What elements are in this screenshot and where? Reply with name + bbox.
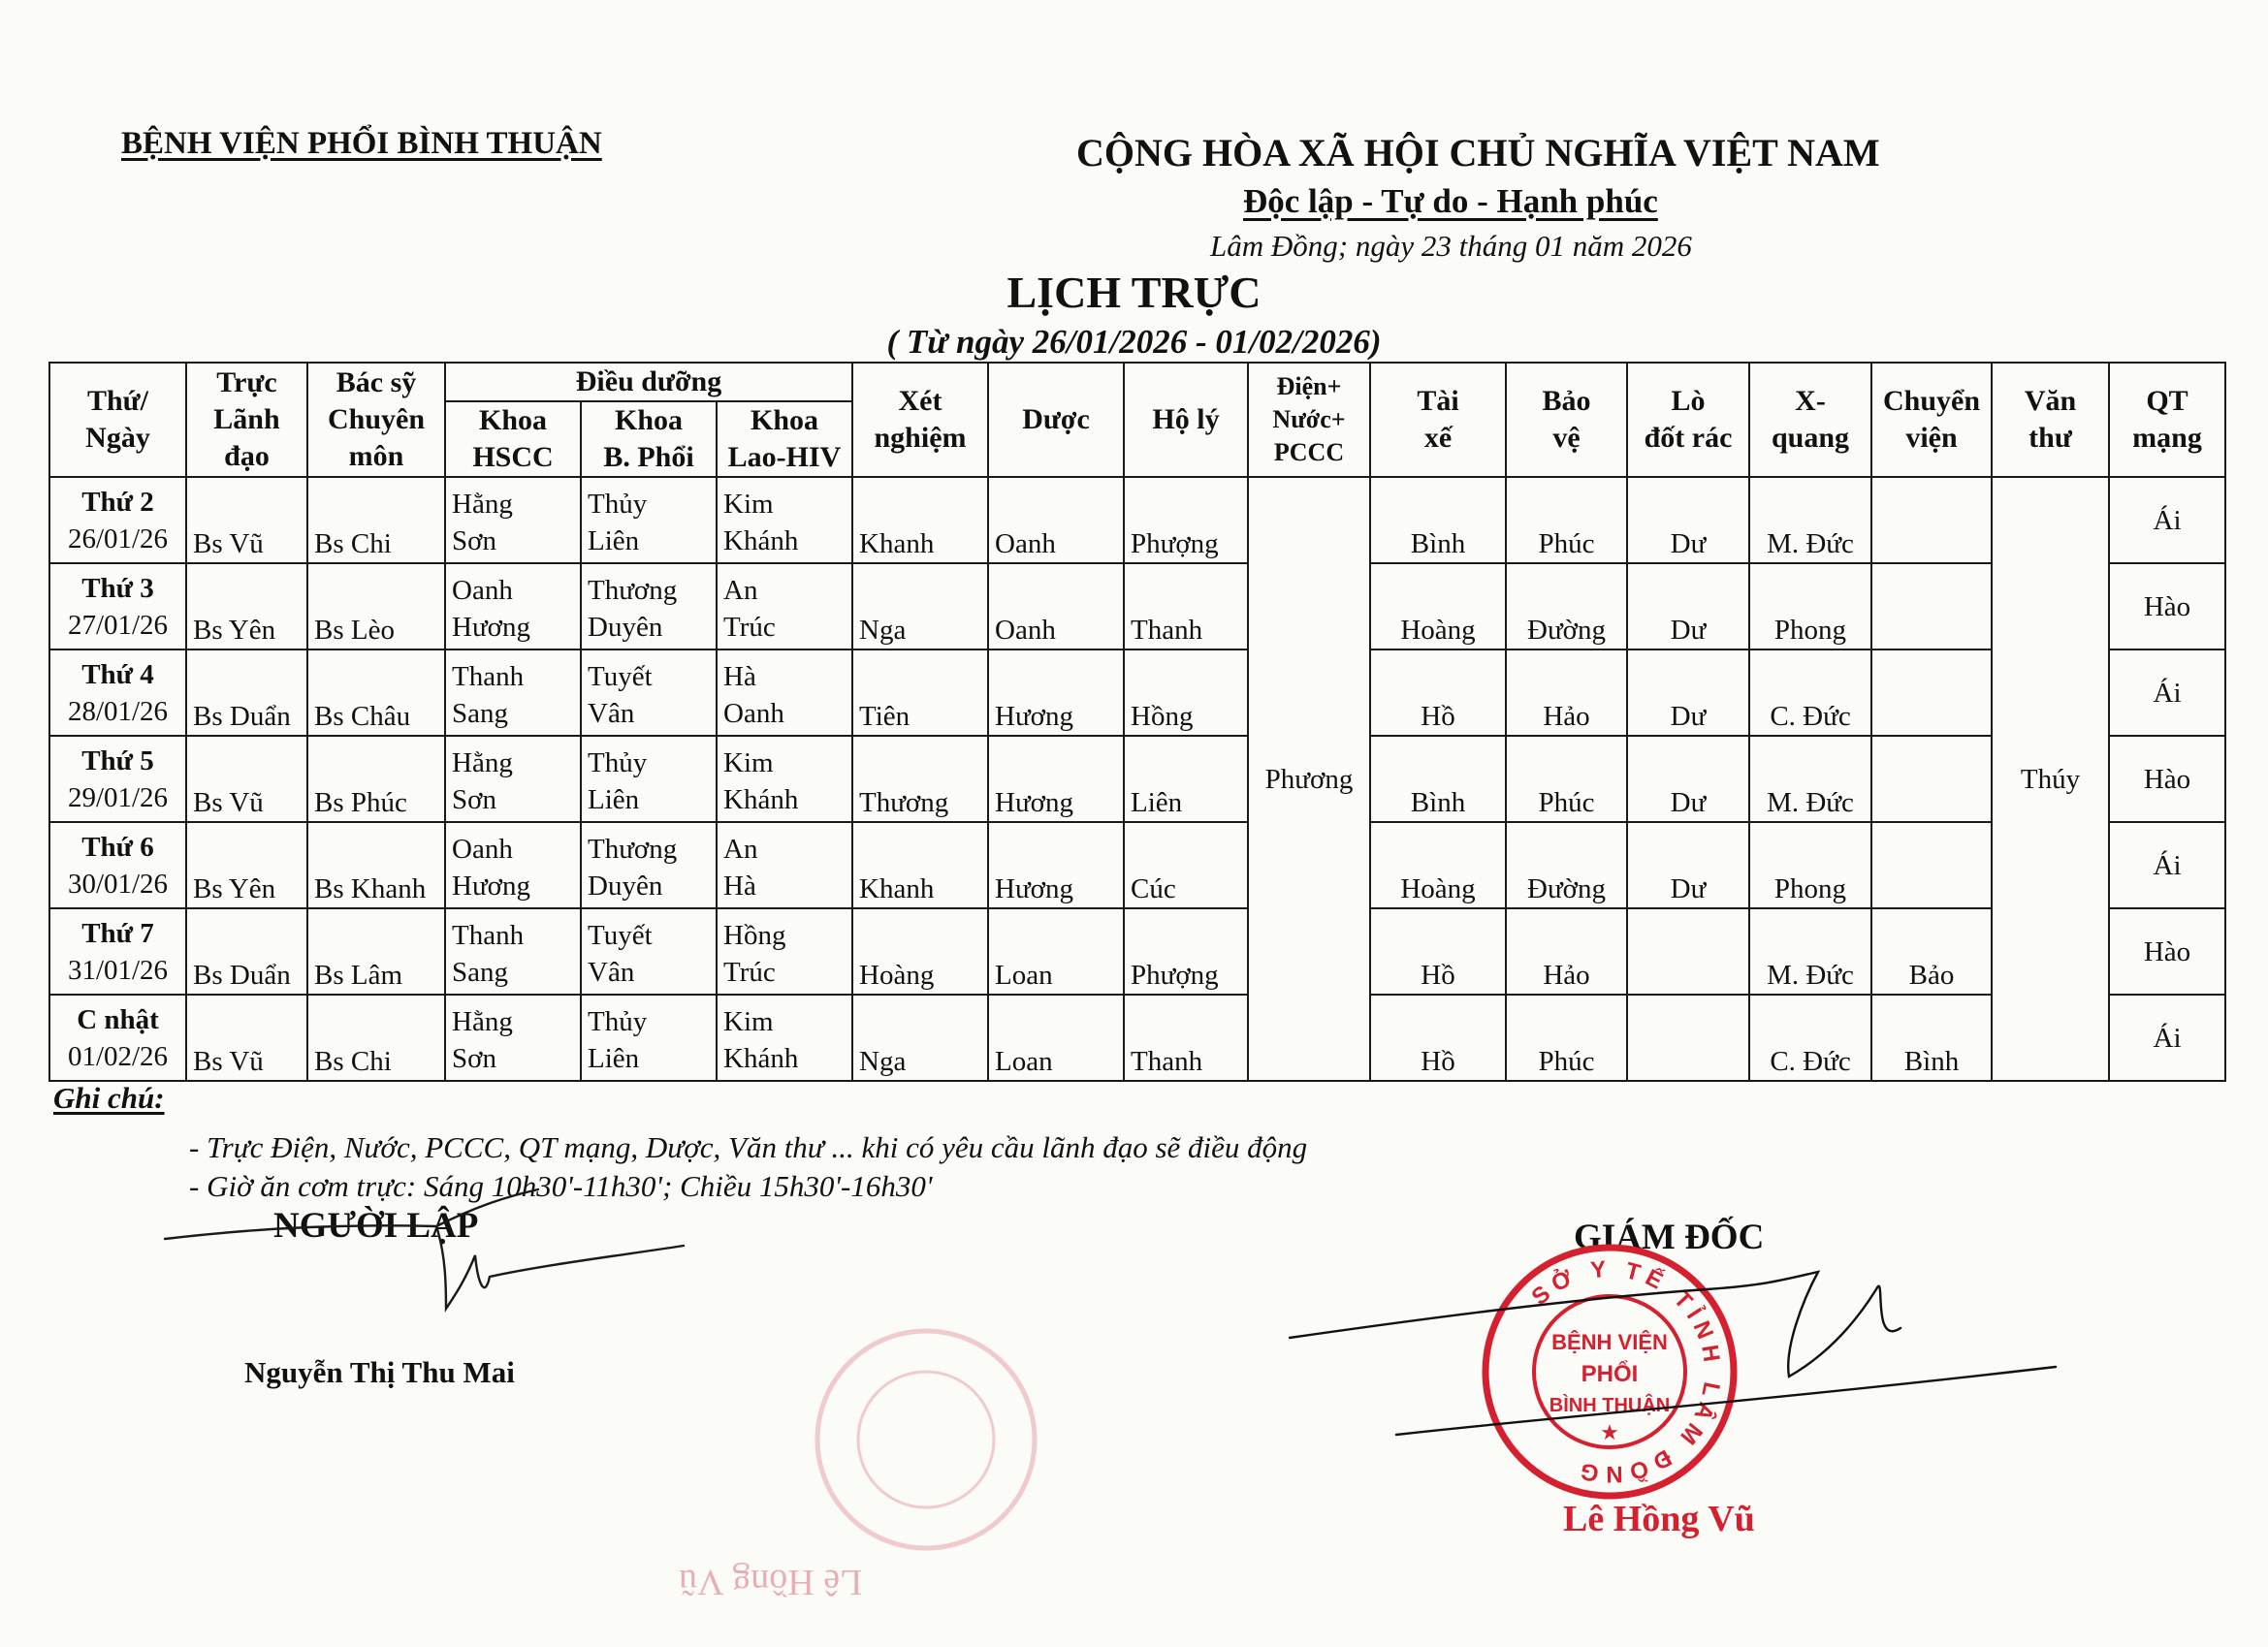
doctor-cell: Bs Phúc bbox=[307, 736, 445, 822]
document-title: LỊCH TRỰC bbox=[1006, 268, 1262, 317]
pharmacy-cell: Loan bbox=[988, 995, 1124, 1081]
header-electric: Điện+ Nước+ PCCC bbox=[1248, 363, 1370, 477]
laohiv-cell: Kim Khánh bbox=[717, 995, 852, 1081]
security-cell: Phúc bbox=[1506, 736, 1627, 822]
network-cell: Ái bbox=[2109, 995, 2225, 1081]
xray-cell: C. Đức bbox=[1749, 649, 1871, 736]
care-cell: Hồng bbox=[1124, 649, 1248, 736]
leader-cell: Bs Vũ bbox=[186, 995, 307, 1081]
incinerator-cell bbox=[1627, 908, 1749, 995]
day-cell: Thứ 3 27/01/26 bbox=[49, 563, 186, 649]
xray-cell: M. Đức bbox=[1749, 477, 1871, 563]
electric-cell: Phương bbox=[1248, 477, 1370, 1081]
care-cell: Phượng bbox=[1124, 908, 1248, 995]
faint-director-name: Lê Hồng Vũ bbox=[679, 1562, 863, 1602]
care-cell: Thanh bbox=[1124, 995, 1248, 1081]
hscc-cell: Oanh Hương bbox=[445, 822, 581, 908]
transfer-cell bbox=[1871, 649, 1992, 736]
doctor-cell: Bs Khanh bbox=[307, 822, 445, 908]
header-day: Thứ/ Ngày bbox=[49, 363, 186, 477]
laohiv-cell: Hồng Trúc bbox=[717, 908, 852, 995]
header-incinerator: Lò đốt rác bbox=[1627, 363, 1749, 477]
xray-cell: Phong bbox=[1749, 822, 1871, 908]
transfer-cell: Bình bbox=[1871, 995, 1992, 1081]
lab-cell: Hoàng bbox=[852, 908, 988, 995]
transfer-cell bbox=[1871, 822, 1992, 908]
day-cell: Thứ 6 30/01/26 bbox=[49, 822, 186, 908]
header-xray: X- quang bbox=[1749, 363, 1871, 477]
lab-cell: Khanh bbox=[852, 822, 988, 908]
lab-cell: Nga bbox=[852, 995, 988, 1081]
bphoi-cell: Thủy Liên bbox=[581, 477, 717, 563]
note-item: - Giờ ăn cơm trực: Sáng 10h30'-11h30'; Chiều 15h30'-16h30' bbox=[189, 1169, 933, 1203]
preparer-signature bbox=[155, 1188, 698, 1333]
xray-cell: M. Đức bbox=[1749, 908, 1871, 995]
hscc-cell: Hằng Sơn bbox=[445, 736, 581, 822]
leader-cell: Bs Duẩn bbox=[186, 908, 307, 995]
care-cell: Phượng bbox=[1124, 477, 1248, 563]
header-laohiv: Khoa Lao-HIV bbox=[717, 401, 852, 477]
director-name: Lê Hồng Vũ bbox=[1563, 1499, 1755, 1539]
xray-cell: M. Đức bbox=[1749, 736, 1871, 822]
doctor-cell: Bs Châu bbox=[307, 649, 445, 736]
bphoi-cell: Thương Duyên bbox=[581, 563, 717, 649]
lab-cell: Thương bbox=[852, 736, 988, 822]
notes-heading: Ghi chú: bbox=[53, 1081, 165, 1115]
doctor-cell: Bs Lèo bbox=[307, 563, 445, 649]
day-cell: Thứ 4 28/01/26 bbox=[49, 649, 186, 736]
security-cell: Phúc bbox=[1506, 995, 1627, 1081]
hscc-cell: Thanh Sang bbox=[445, 649, 581, 736]
incinerator-cell: Dư bbox=[1627, 649, 1749, 736]
lab-cell: Tiên bbox=[852, 649, 988, 736]
leader-cell: Bs Duẩn bbox=[186, 649, 307, 736]
transfer-cell bbox=[1871, 736, 1992, 822]
header-bphoi: Khoa B. Phổi bbox=[581, 401, 717, 477]
incinerator-cell: Dư bbox=[1627, 477, 1749, 563]
header-pharmacy: Dược bbox=[988, 363, 1124, 477]
table-row bbox=[49, 563, 2225, 649]
svg-text:BÌNH THUẬN: BÌNH THUẬN bbox=[1549, 1395, 1671, 1416]
header-transfer: Chuyển viện bbox=[1871, 363, 1992, 477]
doctor-cell: Bs Chi bbox=[307, 477, 445, 563]
incinerator-cell: Dư bbox=[1627, 822, 1749, 908]
bphoi-cell: Tuyết Vân bbox=[581, 908, 717, 995]
table-row bbox=[49, 822, 2225, 908]
preparer-title: NGƯỜI LẬP bbox=[273, 1206, 479, 1246]
hscc-cell: Hằng Sơn bbox=[445, 477, 581, 563]
driver-cell: Hoàng bbox=[1370, 563, 1506, 649]
svg-text:★: ★ bbox=[1600, 1421, 1619, 1445]
header-nursing: Điều dưỡng bbox=[445, 363, 852, 401]
pharmacy-cell: Loan bbox=[988, 908, 1124, 995]
day-cell: Thứ 2 26/01/26 bbox=[49, 477, 186, 563]
care-cell: Liên bbox=[1124, 736, 1248, 822]
day-cell: Thứ 5 29/01/26 bbox=[49, 736, 186, 822]
driver-cell: Hồ bbox=[1370, 908, 1506, 995]
driver-cell: Hồ bbox=[1370, 649, 1506, 736]
transfer-cell: Bảo bbox=[1871, 908, 1992, 995]
laohiv-cell: Kim Khánh bbox=[717, 477, 852, 563]
lab-cell: Nga bbox=[852, 563, 988, 649]
hscc-cell: Oanh Hương bbox=[445, 563, 581, 649]
laohiv-cell: An Trúc bbox=[717, 563, 852, 649]
header-care: Hộ lý bbox=[1124, 363, 1248, 477]
security-cell: Hảo bbox=[1506, 908, 1627, 995]
header-doctor: Bác sỹ Chuyên môn bbox=[307, 363, 445, 477]
driver-cell: Hồ bbox=[1370, 995, 1506, 1081]
day-cell: Thứ 7 31/01/26 bbox=[49, 908, 186, 995]
transfer-cell bbox=[1871, 563, 1992, 649]
leader-cell: Bs Yên bbox=[186, 563, 307, 649]
security-cell: Đường bbox=[1506, 563, 1627, 649]
svg-text:SỞ Y TẾ TỈNH LÂM ĐỒNG: SỞ Y TẾ TỈNH LÂM ĐỒNG bbox=[1526, 1255, 1726, 1488]
care-cell: Thanh bbox=[1124, 563, 1248, 649]
bphoi-cell: Thủy Liên bbox=[581, 736, 717, 822]
security-cell: Hảo bbox=[1506, 649, 1627, 736]
laohiv-cell: Kim Khánh bbox=[717, 736, 852, 822]
pharmacy-cell: Hương bbox=[988, 822, 1124, 908]
table-row bbox=[49, 649, 2225, 736]
document-date: Lâm Đồng; ngày 23 tháng 01 năm 2026 bbox=[1210, 229, 1692, 263]
svg-text:BỆNH VIỆN: BỆNH VIỆN bbox=[1551, 1330, 1668, 1354]
network-cell: Hào bbox=[2109, 736, 2225, 822]
preparer-name: Nguyễn Thị Thu Mai bbox=[244, 1355, 515, 1389]
header-clerk: Văn thư bbox=[1992, 363, 2109, 477]
director-title: GIÁM ĐỐC bbox=[1574, 1218, 1765, 1257]
network-cell: Ái bbox=[2109, 649, 2225, 736]
header-leader: Trực Lãnh đạo bbox=[186, 363, 307, 477]
table-row bbox=[49, 736, 2225, 822]
incinerator-cell: Dư bbox=[1627, 736, 1749, 822]
leader-cell: Bs Vũ bbox=[186, 477, 307, 563]
bphoi-cell: Thủy Liên bbox=[581, 995, 717, 1081]
duty-schedule-table bbox=[48, 362, 2226, 1082]
bphoi-cell: Thương Duyên bbox=[581, 822, 717, 908]
leader-cell: Bs Yên bbox=[186, 822, 307, 908]
driver-cell: Bình bbox=[1370, 477, 1506, 563]
hscc-cell: Thanh Sang bbox=[445, 908, 581, 995]
header-security: Bảo vệ bbox=[1506, 363, 1627, 477]
pharmacy-cell: Oanh bbox=[988, 477, 1124, 563]
hospital-name: BỆNH VIỆN PHỔI BÌNH THUẬN bbox=[121, 126, 602, 161]
note-item: - Trực Điện, Nước, PCCC, QT mạng, Dược, Văn thư ... khi có yêu cầu lãnh đạo sẽ điều động bbox=[189, 1130, 1308, 1164]
security-cell: Đường bbox=[1506, 822, 1627, 908]
incinerator-cell bbox=[1627, 995, 1749, 1081]
driver-cell: Hoàng bbox=[1370, 822, 1506, 908]
table-row bbox=[49, 477, 2225, 563]
driver-cell: Bình bbox=[1370, 736, 1506, 822]
network-cell: Hào bbox=[2109, 563, 2225, 649]
leader-cell: Bs Vũ bbox=[186, 736, 307, 822]
doctor-cell: Bs Chi bbox=[307, 995, 445, 1081]
header-lab: Xét nghiệm bbox=[852, 363, 988, 477]
incinerator-cell: Dư bbox=[1627, 563, 1749, 649]
doctor-cell: Bs Lâm bbox=[307, 908, 445, 995]
xray-cell: C. Đức bbox=[1749, 995, 1871, 1081]
laohiv-cell: An Hà bbox=[717, 822, 852, 908]
schedule-period: ( Từ ngày 26/01/2026 - 01/02/2026) bbox=[886, 323, 1382, 361]
national-motto: Độc lập - Tự do - Hạnh phúc bbox=[1243, 182, 1658, 220]
network-cell: Ái bbox=[2109, 477, 2225, 563]
bphoi-cell: Tuyết Vân bbox=[581, 649, 717, 736]
header-driver: Tài xế bbox=[1370, 363, 1506, 477]
director-signature bbox=[1280, 1260, 2075, 1454]
header-network: QT mạng bbox=[2109, 363, 2225, 477]
pharmacy-cell: Oanh bbox=[988, 563, 1124, 649]
pharmacy-cell: Hương bbox=[988, 736, 1124, 822]
svg-text:PHỔI: PHỔI bbox=[1581, 1361, 1639, 1387]
care-cell: Cúc bbox=[1124, 822, 1248, 908]
clerk-cell: Thúy bbox=[1992, 477, 2109, 1081]
table-row bbox=[49, 995, 2225, 1081]
pharmacy-cell: Hương bbox=[988, 649, 1124, 736]
national-title: CỘNG HÒA XÃ HỘI CHỦ NGHĨA VIỆT NAM bbox=[1076, 131, 1880, 174]
header-hscc: Khoa HSCC bbox=[445, 401, 581, 477]
xray-cell: Phong bbox=[1749, 563, 1871, 649]
faint-seal-icon bbox=[805, 1318, 1047, 1561]
laohiv-cell: Hà Oanh bbox=[717, 649, 852, 736]
day-cell: C nhật 01/02/26 bbox=[49, 995, 186, 1081]
network-cell: Hào bbox=[2109, 908, 2225, 995]
security-cell: Phúc bbox=[1506, 477, 1627, 563]
transfer-cell bbox=[1871, 477, 1992, 563]
table-row bbox=[49, 908, 2225, 995]
hscc-cell: Hằng Sơn bbox=[445, 995, 581, 1081]
lab-cell: Khanh bbox=[852, 477, 988, 563]
network-cell: Ái bbox=[2109, 822, 2225, 908]
